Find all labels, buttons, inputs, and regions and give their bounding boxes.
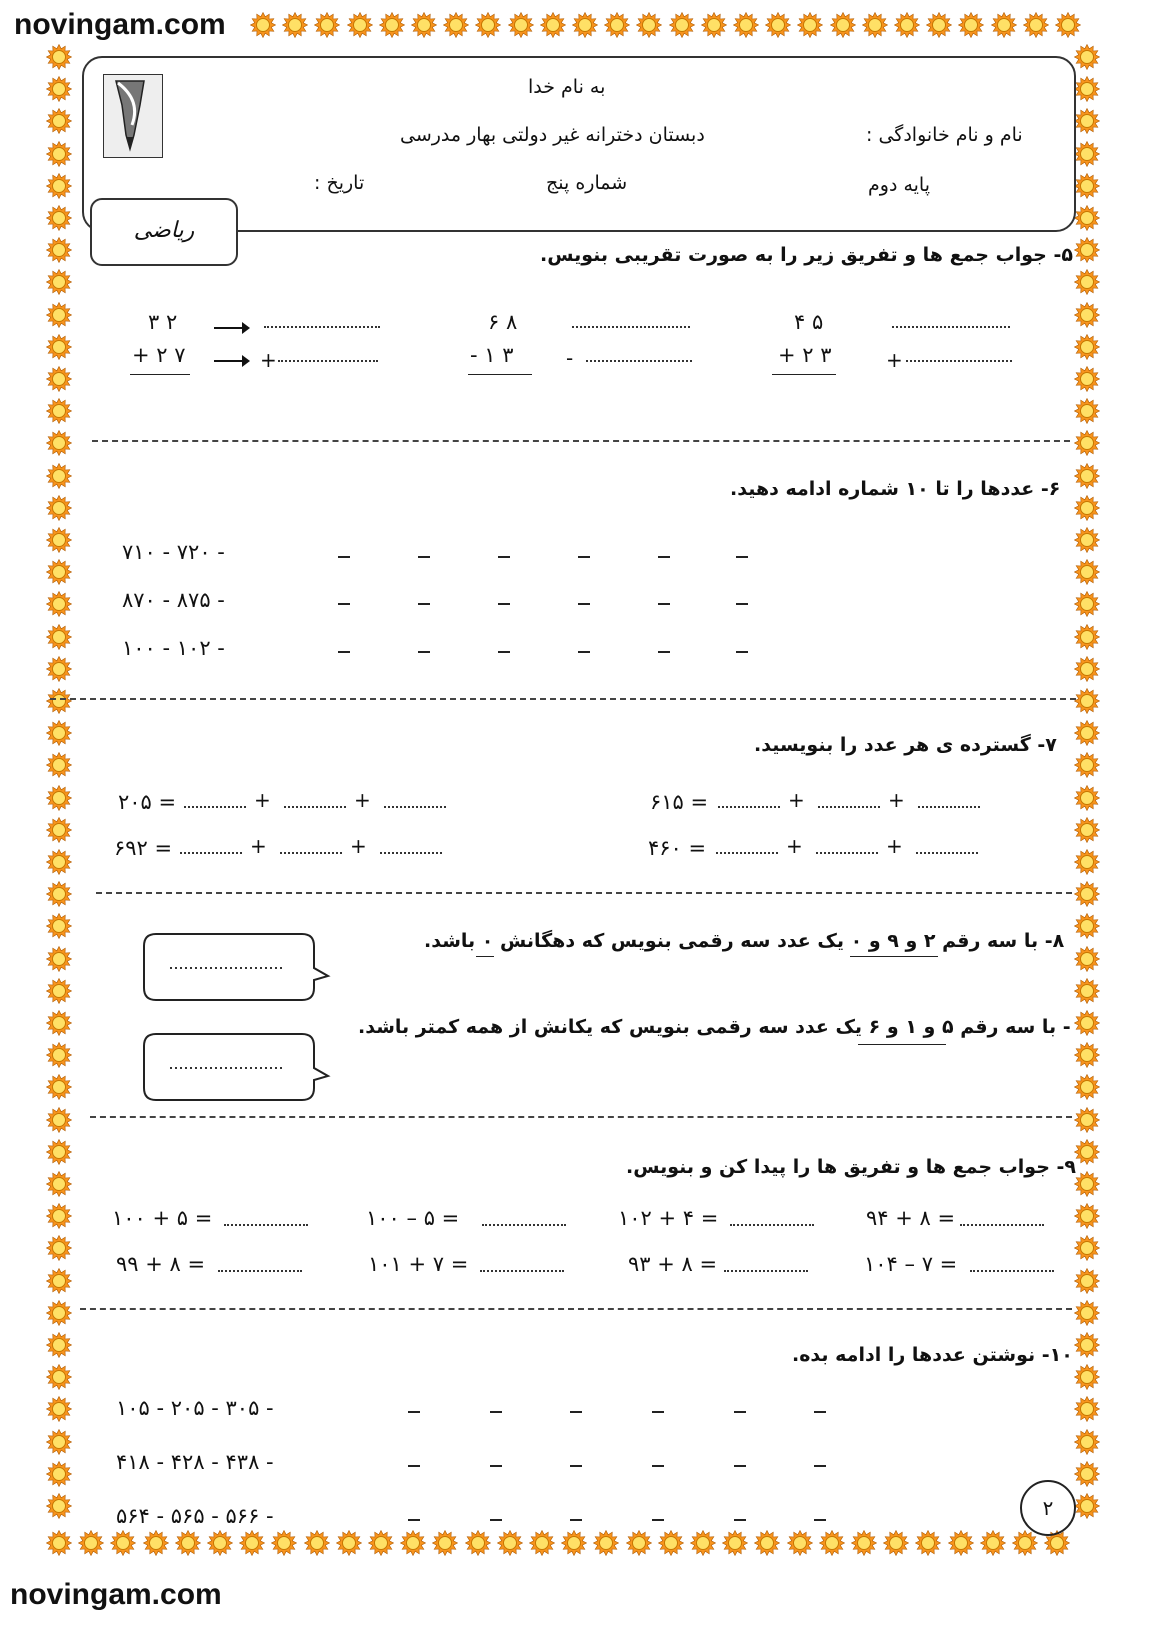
sun-border-icon xyxy=(46,1139,72,1165)
sun-border-icon xyxy=(851,1530,877,1556)
sequence-blank[interactable] xyxy=(734,1519,746,1521)
sun-border-icon xyxy=(46,946,72,972)
q7-item-205: ۲۰۵ = xyxy=(118,790,177,814)
answer-blank[interactable] xyxy=(184,806,246,808)
sequence-blank[interactable] xyxy=(490,1411,502,1413)
sequence-blank[interactable] xyxy=(652,1411,664,1413)
sun-border-icon xyxy=(314,12,340,38)
sun-border-icon xyxy=(980,1530,1006,1556)
sun-border-icon xyxy=(46,1042,72,1068)
q8-tens-underline xyxy=(476,956,494,957)
sun-border-icon xyxy=(1074,430,1100,456)
watermark-top: novingam.com xyxy=(14,8,226,41)
answer-blank[interactable] xyxy=(906,360,1012,362)
sun-border-icon xyxy=(819,1530,845,1556)
sun-border-icon xyxy=(46,108,72,134)
minus-sign: - xyxy=(566,346,574,370)
answer-blank[interactable] xyxy=(482,1224,566,1226)
sun-border-icon xyxy=(991,12,1017,38)
sun-border-icon xyxy=(46,1010,72,1036)
sun-border-icon xyxy=(1074,366,1100,392)
answer-blank[interactable] xyxy=(224,1224,308,1226)
sun-border-icon xyxy=(46,527,72,553)
q9-r2-c3: ۹۳ + ۸ = xyxy=(628,1252,718,1276)
sun-border-icon xyxy=(1074,1010,1100,1036)
sequence-blank[interactable] xyxy=(658,556,670,558)
sun-border-icon xyxy=(46,1530,72,1556)
sun-border-icon xyxy=(207,1530,233,1556)
arrow-icon xyxy=(214,353,250,367)
q5-p1-top: ۳ ۲ xyxy=(148,310,178,334)
sun-border-icon xyxy=(46,559,72,585)
sun-border-icon xyxy=(411,12,437,38)
sun-border-icon xyxy=(46,1364,72,1390)
sun-border-icon xyxy=(1074,44,1100,70)
sun-border-icon xyxy=(1074,463,1100,489)
sun-border-icon xyxy=(1074,108,1100,134)
sun-border-icon xyxy=(46,913,72,939)
sequence-blank[interactable] xyxy=(578,603,590,605)
sun-border-icon xyxy=(46,269,72,295)
page-number-circle xyxy=(1020,1480,1076,1536)
sun-border-icon xyxy=(1074,237,1100,263)
q5-p1-underline xyxy=(130,374,190,375)
sun-border-icon xyxy=(46,237,72,263)
sun-border-icon xyxy=(529,1530,555,1556)
sun-border-icon xyxy=(1074,1107,1100,1133)
sequence-blank[interactable] xyxy=(338,603,350,605)
sequence-blank[interactable] xyxy=(658,651,670,653)
sun-border-icon xyxy=(46,1396,72,1422)
sequence-blank[interactable] xyxy=(734,1411,746,1413)
section-divider xyxy=(96,892,1072,894)
sun-border-icon xyxy=(46,720,72,746)
q5-p3-bottom: + ۲ ۳ xyxy=(778,343,832,367)
sun-border-icon xyxy=(1074,688,1100,714)
sun-border-icon xyxy=(862,12,888,38)
sun-border-icon xyxy=(658,1530,684,1556)
sequence-blank[interactable] xyxy=(570,1519,582,1521)
sun-border-icon xyxy=(379,12,405,38)
answer-blank[interactable] xyxy=(284,806,346,808)
q9-r2-c4: ۱۰۴ – ۷ = xyxy=(864,1252,958,1276)
answer-bubble-1[interactable] xyxy=(142,932,322,998)
answer-blank[interactable] xyxy=(218,1270,302,1272)
answer-blank[interactable] xyxy=(816,852,878,854)
answer-blank[interactable] xyxy=(718,806,780,808)
sun-border-icon xyxy=(1074,656,1100,682)
sequence-blank[interactable] xyxy=(418,603,430,605)
answer-blank[interactable] xyxy=(818,806,880,808)
sun-border-icon xyxy=(1074,1332,1100,1358)
sun-border-icon xyxy=(1074,527,1100,553)
sun-border-icon xyxy=(1074,881,1100,907)
answer-blank[interactable] xyxy=(480,1270,564,1272)
plus-sign: + xyxy=(254,788,271,812)
sun-border-icon xyxy=(669,12,695,38)
sun-border-icon xyxy=(1074,141,1100,167)
answer-blank[interactable] xyxy=(970,1270,1054,1272)
sun-border-icon xyxy=(475,12,501,38)
sun-border-icon xyxy=(894,12,920,38)
subject-box xyxy=(90,198,238,266)
answer-blank[interactable] xyxy=(916,852,978,854)
sun-border-icon xyxy=(1074,559,1100,585)
q9-r1-c2: ۱۰۰ – ۵ = xyxy=(366,1206,460,1230)
q10-row-3: ۵۶۴ - ۵۶۵ - ۵۶۶ - xyxy=(116,1504,274,1528)
sun-border-icon xyxy=(765,12,791,38)
sun-border-icon xyxy=(1074,1364,1100,1390)
page-number: ۲ xyxy=(1042,1496,1054,1520)
sun-border-icon xyxy=(46,1493,72,1519)
sun-border-icon xyxy=(1074,205,1100,231)
q6-row-1: ۷۱۰ - ۷۲۰ - xyxy=(122,540,225,564)
sun-border-icon xyxy=(46,817,72,843)
q6-title: ۶- عددها را تا ۱۰ شماره ادامه دهید. xyxy=(730,478,1061,500)
sun-border-icon xyxy=(1012,1530,1038,1556)
sun-border-icon xyxy=(46,1268,72,1294)
answer-bubble-2[interactable] xyxy=(142,1032,322,1098)
answer-blank[interactable] xyxy=(264,326,380,328)
sun-border-icon xyxy=(46,302,72,328)
sun-border-icon xyxy=(1074,76,1100,102)
answer-blank[interactable] xyxy=(572,326,690,328)
answer-blank[interactable] xyxy=(384,806,446,808)
sun-border-icon xyxy=(1074,495,1100,521)
sequence-blank[interactable] xyxy=(490,1519,502,1521)
sun-border-icon xyxy=(304,1530,330,1556)
sun-border-icon xyxy=(1074,1493,1100,1519)
sun-border-icon xyxy=(46,1235,72,1261)
sequence-blank[interactable] xyxy=(814,1411,826,1413)
sun-border-icon xyxy=(46,849,72,875)
sun-border-icon xyxy=(1074,817,1100,843)
section-divider xyxy=(90,1116,1072,1118)
school-name: دبستان دخترانه غیر دولتی بهار مدرسی xyxy=(400,124,705,146)
sequence-blank[interactable] xyxy=(418,556,430,558)
sun-border-icon xyxy=(1074,334,1100,360)
sun-border-icon xyxy=(830,12,856,38)
sequence-blank[interactable] xyxy=(338,651,350,653)
bismillah: به نام خدا xyxy=(528,76,606,98)
sequence-blank[interactable] xyxy=(570,1465,582,1467)
plus-sign: + xyxy=(350,834,367,858)
q8-line-1: ۸- با سه رقم ۲ و ۹ و ۰ یک عدد سه رقمی بنویس که دهگانش ۰ باشد. xyxy=(424,930,1065,952)
answer-blank[interactable] xyxy=(730,1224,814,1226)
q10-title: ۱۰- نوشتن عددها را ادامه بده. xyxy=(792,1344,1073,1366)
sun-border-icon xyxy=(1074,624,1100,650)
answer-blank[interactable] xyxy=(960,1224,1044,1226)
sun-border-icon xyxy=(1074,1300,1100,1326)
sequence-blank[interactable] xyxy=(814,1465,826,1467)
q8-digits-underline-2 xyxy=(858,1044,946,1045)
sun-border-icon xyxy=(1074,849,1100,875)
sequence-blank[interactable] xyxy=(498,556,510,558)
q5-p2-bottom: - ۱ ۳ xyxy=(470,343,514,367)
sun-border-icon xyxy=(46,752,72,778)
sun-border-icon xyxy=(1074,1235,1100,1261)
sequence-blank[interactable] xyxy=(736,603,748,605)
sequence-blank[interactable] xyxy=(490,1465,502,1467)
sun-border-icon xyxy=(239,1530,265,1556)
sun-border-icon xyxy=(797,12,823,38)
sun-border-icon xyxy=(46,624,72,650)
sun-border-icon xyxy=(46,173,72,199)
sun-border-icon xyxy=(46,44,72,70)
sun-border-icon xyxy=(1074,913,1100,939)
sun-border-icon xyxy=(1074,1203,1100,1229)
sun-border-icon xyxy=(1074,720,1100,746)
sun-border-icon xyxy=(572,12,598,38)
q7-item-460: ۴۶۰ = xyxy=(648,836,707,860)
sequence-blank[interactable] xyxy=(652,1465,664,1467)
subject-label: ریاضی xyxy=(133,218,195,243)
sun-border-icon xyxy=(46,1074,72,1100)
sun-border-icon xyxy=(561,1530,587,1556)
sun-border-icon xyxy=(926,12,952,38)
sun-border-icon xyxy=(443,12,469,38)
plus-sign: + xyxy=(886,348,903,372)
sun-border-icon xyxy=(46,334,72,360)
sequence-blank[interactable] xyxy=(736,651,748,653)
sun-border-icon xyxy=(46,398,72,424)
q6-row-3: ۱۰۰ - ۱۰۲ - xyxy=(122,636,225,660)
q7-item-692: ۶۹۲ = xyxy=(114,836,173,860)
date-label: تاریخ : xyxy=(314,172,365,194)
answer-blank[interactable] xyxy=(380,852,442,854)
sequence-blank[interactable] xyxy=(814,1519,826,1521)
answer-blank[interactable] xyxy=(180,852,242,854)
sun-border-icon xyxy=(701,12,727,38)
sequence-blank[interactable] xyxy=(578,556,590,558)
sun-border-icon xyxy=(1074,752,1100,778)
sun-border-icon xyxy=(1074,785,1100,811)
sun-border-icon xyxy=(46,656,72,682)
grade-label: پایه دوم xyxy=(868,174,930,196)
sun-border-icon xyxy=(1074,1139,1100,1165)
logo-icon xyxy=(103,74,163,158)
sun-border-icon xyxy=(690,1530,716,1556)
sequence-blank[interactable] xyxy=(498,603,510,605)
answer-blank[interactable] xyxy=(586,360,692,362)
sun-border-icon xyxy=(432,1530,458,1556)
sun-border-icon xyxy=(883,1530,909,1556)
answer-blank[interactable] xyxy=(716,852,778,854)
q8-line-2: - با سه رقم ۵ و ۱ و ۶ یک عدد سه رقمی بنویس که یکانش از همه کمتر باشد. xyxy=(358,1016,1071,1038)
sequence-blank[interactable] xyxy=(652,1519,664,1521)
q5-p3-underline xyxy=(772,374,836,375)
sun-border-icon xyxy=(46,1300,72,1326)
plus-sign: + xyxy=(260,348,277,372)
sun-border-icon xyxy=(626,1530,652,1556)
answer-blank[interactable] xyxy=(724,1270,808,1272)
exam-number: شماره پنج xyxy=(546,172,628,194)
sun-border-icon xyxy=(368,1530,394,1556)
q10-row-1: ۱۰۵ - ۲۰۵ - ۳۰۵ - xyxy=(116,1396,274,1420)
q9-r1-c4: ۹۴ + ۸ = xyxy=(866,1206,956,1230)
sequence-blank[interactable] xyxy=(570,1411,582,1413)
sequence-blank[interactable] xyxy=(408,1411,420,1413)
sun-border-icon xyxy=(46,1429,72,1455)
sun-border-icon xyxy=(347,12,373,38)
sun-border-icon xyxy=(787,1530,813,1556)
sun-border-icon xyxy=(1074,398,1100,424)
sun-border-icon xyxy=(1074,978,1100,1004)
sun-border-icon xyxy=(915,1530,941,1556)
sun-border-icon xyxy=(46,430,72,456)
q10-row-2: ۴۱۸ - ۴۲۸ - ۴۳۸ - xyxy=(116,1450,274,1474)
q9-title: ۹- جواب جمع ها و تفریق ها را پیدا کن و بنویس. xyxy=(626,1156,1076,1178)
sun-border-icon xyxy=(78,1530,104,1556)
section-divider xyxy=(92,440,1070,442)
answer-blank[interactable] xyxy=(918,806,980,808)
sequence-blank[interactable] xyxy=(338,556,350,558)
q6-row-2: ۸۷۰ - ۸۷۵ - xyxy=(122,588,225,612)
q5-p3-top: ۴ ۵ xyxy=(794,310,824,334)
sun-border-icon xyxy=(143,1530,169,1556)
section-divider xyxy=(80,1308,1072,1310)
sun-border-icon xyxy=(1074,1268,1100,1294)
sun-border-icon xyxy=(46,1107,72,1133)
sun-border-icon xyxy=(110,1530,136,1556)
sun-border-icon xyxy=(1074,302,1100,328)
sun-border-icon xyxy=(46,141,72,167)
sun-border-icon xyxy=(282,12,308,38)
q5-title: ۵- جواب جمع ها و تفریق زیر را به صورت تقریبی بنویس. xyxy=(540,244,1073,266)
sun-border-icon xyxy=(336,1530,362,1556)
answer-blank[interactable] xyxy=(892,326,1010,328)
sun-border-icon xyxy=(1074,1171,1100,1197)
sun-border-icon xyxy=(46,366,72,392)
q5-p2-underline xyxy=(468,374,532,375)
sun-border-icon xyxy=(636,12,662,38)
sequence-blank[interactable] xyxy=(408,1519,420,1521)
q9-r1-c1: ۱۰۰ + ۵ = xyxy=(112,1206,213,1230)
q5-p1-bottom: + ۲ ۷ xyxy=(132,343,186,367)
sun-border-icon xyxy=(46,495,72,521)
q9-r2-c1: ۹۹ + ۸ = xyxy=(116,1252,206,1276)
sun-border-icon xyxy=(46,881,72,907)
sun-border-icon xyxy=(1074,1396,1100,1422)
sun-border-icon xyxy=(497,1530,523,1556)
name-label: نام و نام خانوادگی : xyxy=(866,124,1023,146)
sun-border-icon xyxy=(1074,1429,1100,1455)
sun-border-icon xyxy=(958,12,984,38)
sun-border-icon xyxy=(46,785,72,811)
plus-sign: + xyxy=(788,788,805,812)
sun-border-icon xyxy=(593,1530,619,1556)
sun-border-icon xyxy=(46,76,72,102)
sun-border-icon xyxy=(1074,591,1100,617)
section-divider xyxy=(50,698,1076,700)
sun-border-icon xyxy=(1074,1461,1100,1487)
q5-p2-top: ۶ ۸ xyxy=(488,310,518,334)
sun-border-icon xyxy=(46,978,72,1004)
sequence-blank[interactable] xyxy=(578,651,590,653)
sequence-blank[interactable] xyxy=(418,651,430,653)
sun-border-icon xyxy=(948,1530,974,1556)
sun-border-icon xyxy=(1074,173,1100,199)
sun-border-icon xyxy=(604,12,630,38)
arrow-icon xyxy=(214,320,250,334)
sun-border-icon xyxy=(1055,12,1081,38)
sun-border-icon xyxy=(46,591,72,617)
plus-sign: + xyxy=(354,788,371,812)
sun-border-icon xyxy=(754,1530,780,1556)
sun-border-icon xyxy=(46,1203,72,1229)
sequence-blank[interactable] xyxy=(734,1465,746,1467)
sequence-blank[interactable] xyxy=(408,1465,420,1467)
sun-border-icon xyxy=(400,1530,426,1556)
sequence-blank[interactable] xyxy=(736,556,748,558)
answer-blank[interactable] xyxy=(280,852,342,854)
q9-r2-c2: ۱۰۱ + ۷ = xyxy=(368,1252,469,1276)
sun-border-icon xyxy=(46,1171,72,1197)
sun-border-icon xyxy=(271,1530,297,1556)
sun-border-icon xyxy=(508,12,534,38)
sun-border-icon xyxy=(540,12,566,38)
q9-r1-c3: ۱۰۲ + ۴ = xyxy=(618,1206,719,1230)
sequence-blank[interactable] xyxy=(498,651,510,653)
plus-sign: + xyxy=(786,834,803,858)
plus-sign: + xyxy=(886,834,903,858)
sequence-blank[interactable] xyxy=(658,603,670,605)
q7-title: ۷- گسترده ی هر عدد را بنویسید. xyxy=(754,734,1057,756)
sun-border-icon xyxy=(46,463,72,489)
sun-border-icon xyxy=(1074,1074,1100,1100)
sun-border-icon xyxy=(175,1530,201,1556)
sun-border-icon xyxy=(250,12,276,38)
answer-blank[interactable] xyxy=(278,360,378,362)
sun-border-icon xyxy=(465,1530,491,1556)
q8-digits-underline xyxy=(850,956,938,957)
sun-border-icon xyxy=(46,1332,72,1358)
sun-border-icon xyxy=(1074,269,1100,295)
q7-item-615: ۶۱۵ = xyxy=(650,790,709,814)
sun-border-icon xyxy=(722,1530,748,1556)
sun-border-icon xyxy=(1023,12,1049,38)
watermark-bottom: novingam.com xyxy=(10,1578,222,1611)
sun-border-icon xyxy=(1074,946,1100,972)
plus-sign: + xyxy=(250,834,267,858)
sun-border-icon xyxy=(46,205,72,231)
sun-border-icon xyxy=(46,688,72,714)
sun-border-icon xyxy=(1074,1042,1100,1068)
sun-border-icon xyxy=(46,1461,72,1487)
plus-sign: + xyxy=(888,788,905,812)
sun-border-icon xyxy=(733,12,759,38)
